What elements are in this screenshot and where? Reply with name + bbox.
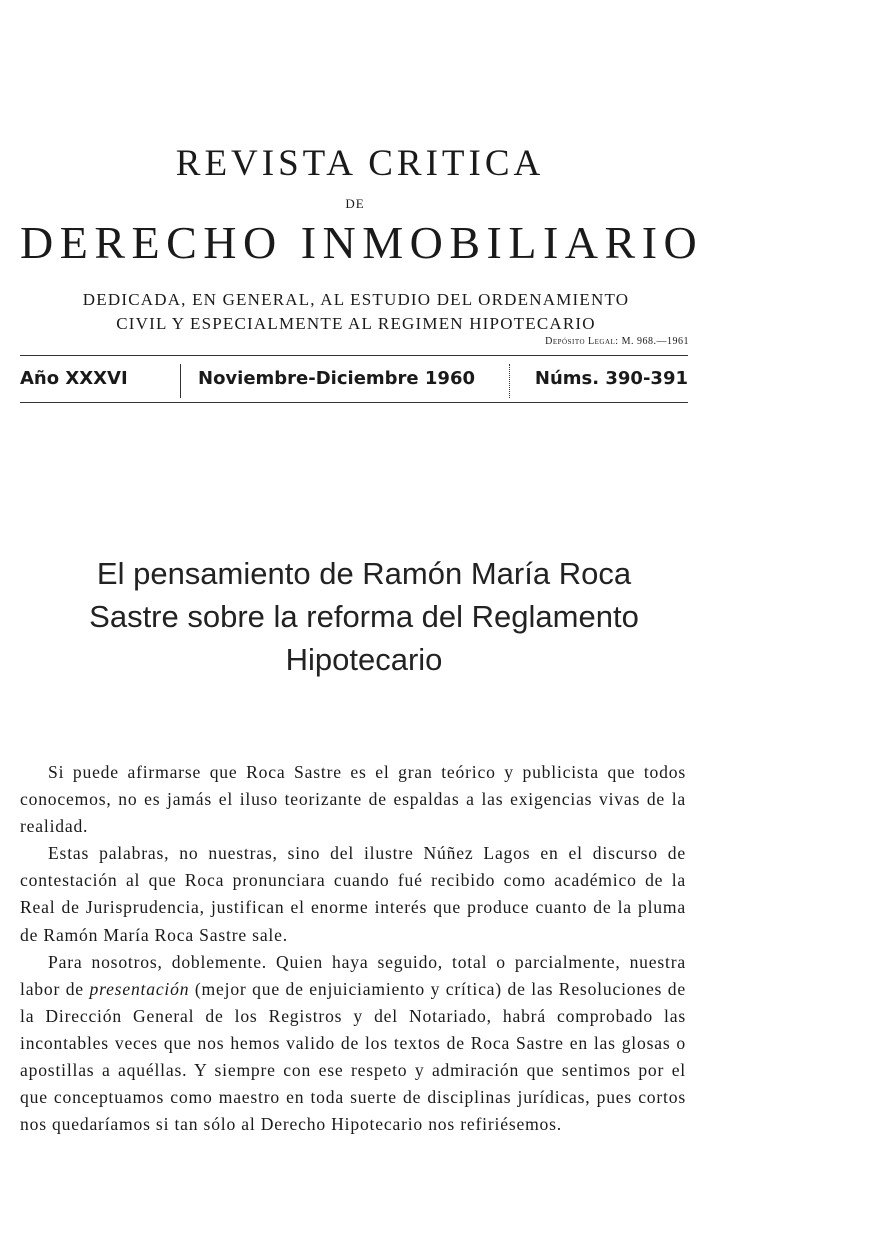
deposito-legal	[545, 336, 689, 347]
issue-info-bar	[20, 362, 688, 398]
paragraph: Si puede afirmarse que Roca Sastre es el gran teórico y publicista que todos conocemos, no es jamás el iluso teorizante de espaldas a las exigencias vivas de la realidad.	[20, 762, 686, 837]
masthead-subtitle	[20, 288, 692, 336]
article-title-line2: Sastre sobre la reforma del Reglamento	[89, 599, 639, 634]
subtitle-line2: CIVIL Y ESPECIALMENTE AL REGIMEN HIPOTECARIO	[116, 314, 596, 333]
divider-bottom	[20, 402, 688, 403]
masthead-connector: DE	[345, 196, 365, 211]
article-title-line1: El pensamiento de Ramón María Roca	[96, 556, 632, 591]
paragraph	[20, 949, 686, 1139]
emphasis-text: presentación	[89, 978, 190, 999]
subtitle-line1: DEDICADA, EN GENERAL, AL ESTUDIO DEL ORDENAMIENTO	[82, 290, 630, 309]
masthead-title-line2: DERECHO INMOBILIARIO	[20, 217, 704, 268]
masthead-title-line1: REVISTA CRITICA	[175, 143, 545, 184]
paragraph-text: (mejor que de enjuiciamiento y crítica) de las Resoluciones de la Dirección General de los Registros y del Notariado, habrá comprobado las incontables veces que nos hemos valido de los textos de Roca Sastre en las glosas o apostillas a aquéllas. Y siempre con ese respeto y admiración que sentimos por el que conceptuamos como maestro en toda suerte de disciplinas jurídicas, pues cortos nos quedaríamos si tan sólo al Derecho Hipotecario nos refiriésemos.	[20, 978, 686, 1135]
issue-separator	[509, 364, 510, 398]
paragraph-text: Para nosotros, doblemente. Quien haya seguido, total o parcialmente, nuestra labor de	[20, 951, 686, 999]
deposito-value: M. 968.—1961	[621, 336, 689, 347]
issue-year: Año XXXVI	[20, 368, 128, 389]
divider-top	[20, 355, 688, 356]
article-title	[20, 552, 708, 681]
issue-separator	[180, 364, 181, 398]
paragraph: Estas palabras, no nuestras, sino del ilustre Núñez Lagos en el discurso de contestación al que Roca pronunciara cuando fué recibido como académico de la Real de Jurisprudencia, justifican el enorme interés que produce cuanto de la pluma de Ramón María Roca Sastre sale.	[20, 843, 686, 945]
issue-date: Noviembre-Diciembre 1960	[198, 368, 475, 389]
article-title-line3: Hipotecario	[285, 642, 443, 677]
deposito-label: Depósito Legal:	[545, 336, 619, 347]
article-body	[20, 759, 686, 1138]
issue-numbers: Núms. 390-391	[534, 368, 688, 389]
